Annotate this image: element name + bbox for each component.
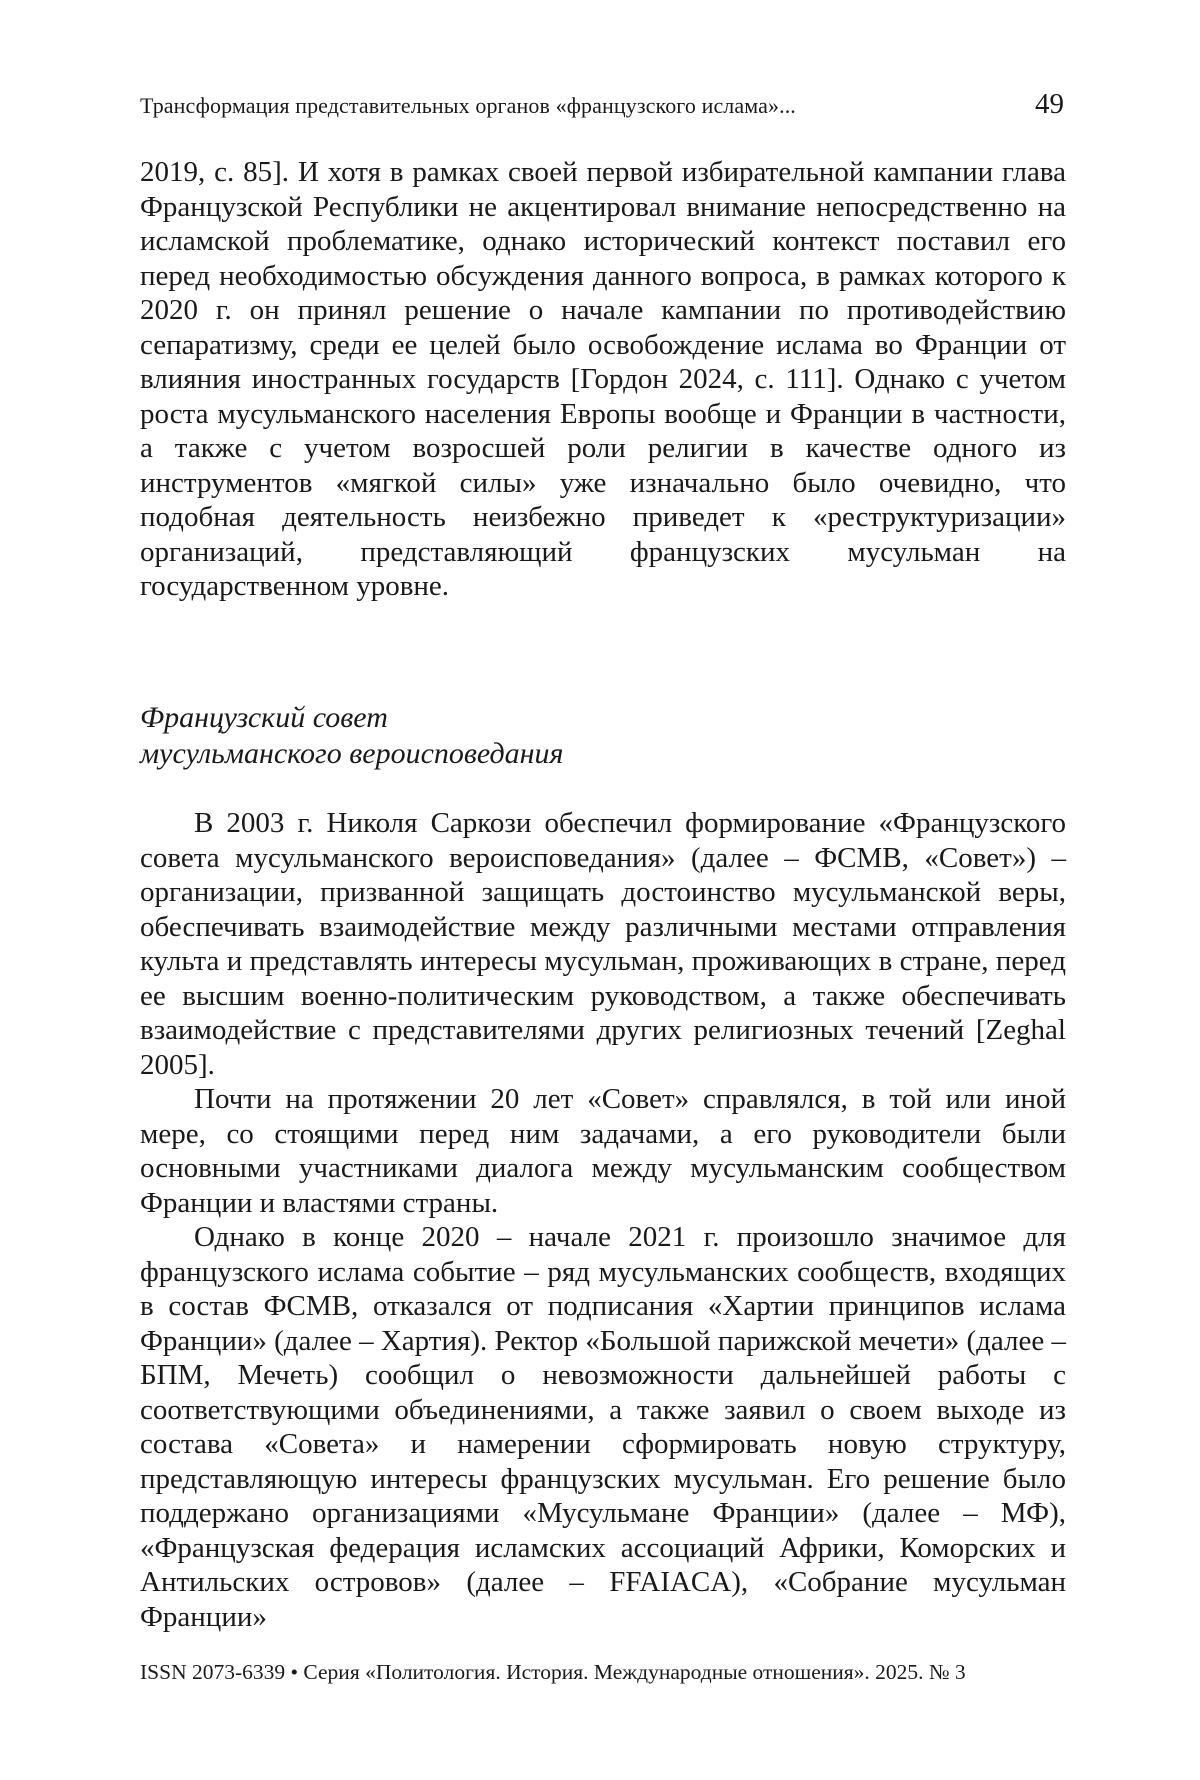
- section-heading-line: мусульманского вероисповедания: [140, 736, 1066, 772]
- page-number: 49: [1035, 88, 1066, 121]
- page-footer: ISSN 2073-6339 • Серия «Политология. История. Международные отношения». 2025. № 3: [140, 1660, 1066, 1685]
- running-head: [140, 88, 1066, 128]
- section-heading-line: Французский совет: [140, 700, 1066, 736]
- section-heading: [140, 700, 1066, 772]
- paragraph: Однако в конце 2020 – начале 2021 г. произошло значимое для французского ислама событие – ряд мусульманских сообществ, входящих в состав ФСМВ, отказался от подписания «Хартии принципов ислама Франции» (далее – Хартия). Ректор «Большой парижской мечети» (далее – БПМ, Мечеть) сообщил о невозможности дальнейшей работы с соответствующими объединениями, а также заявил о своем выходе из состава «Совета» и намерении сформировать новую структуру, представляющую интересы французских мусульман. Его решение было поддержано организациями «Мусульмане Франции» (далее – МФ), «Французская федерация исламских ассоциаций Африки, Коморских и Антильских островов» (далее – FFAIACA), «Собрание мусульман Франции»: [140, 1220, 1066, 1634]
- section-text-block: [140, 806, 1066, 1634]
- paragraph: Почти на протяжении 20 лет «Совет» справлялся, в той или иной мере, со стоящими перед ним задачами, а его руководители были основными участниками диалога между мусульманским сообществом Франции и властями страны.: [140, 1082, 1066, 1220]
- paragraph: В 2003 г. Николя Саркози обеспечил формирование «Французского совета мусульманского вероисповедания» (далее – ФСМВ, «Совет») – организации, призванной защищать достоинство мусульманской веры, обеспечивать взаимодействие между различными местами отправления культа и представлять интересы мусульман, проживающих в стране, перед ее высшим военно-политическим руководством, а также обеспечивать взаимодействие с представителями других религиозных течений [Zeghal 2005].: [140, 806, 1066, 1082]
- intro-text-block: [140, 155, 1066, 604]
- running-title: Трансформация представительных органов «французского ислама»...: [140, 93, 796, 119]
- paragraph: 2019, с. 85]. И хотя в рамках своей первой избирательной кампании глава Французской Республики не акцентировал внимание непосредственно на исламской проблематике, однако исторический контекст поставил его перед необходимостью обсуждения данного вопроса, в рамках которого к 2020 г. он принял решение о начале кампании по противодействию сепаратизму, среди ее целей было освобождение ислама во Франции от влияния иностранных государств [Гордон 2024, с. 111]. Однако с учетом роста мусульманского населения Европы вообще и Франции в частности, а также с учетом возросшей роли религии в качестве одного из инструментов «мягкой силы» уже изначально было очевидно, что подобная деятельность неизбежно приведет к «реструктуризации» организаций, представляющий французских мусульман на государственном уровне.: [140, 155, 1066, 604]
- journal-page: [140, 0, 1066, 1780]
